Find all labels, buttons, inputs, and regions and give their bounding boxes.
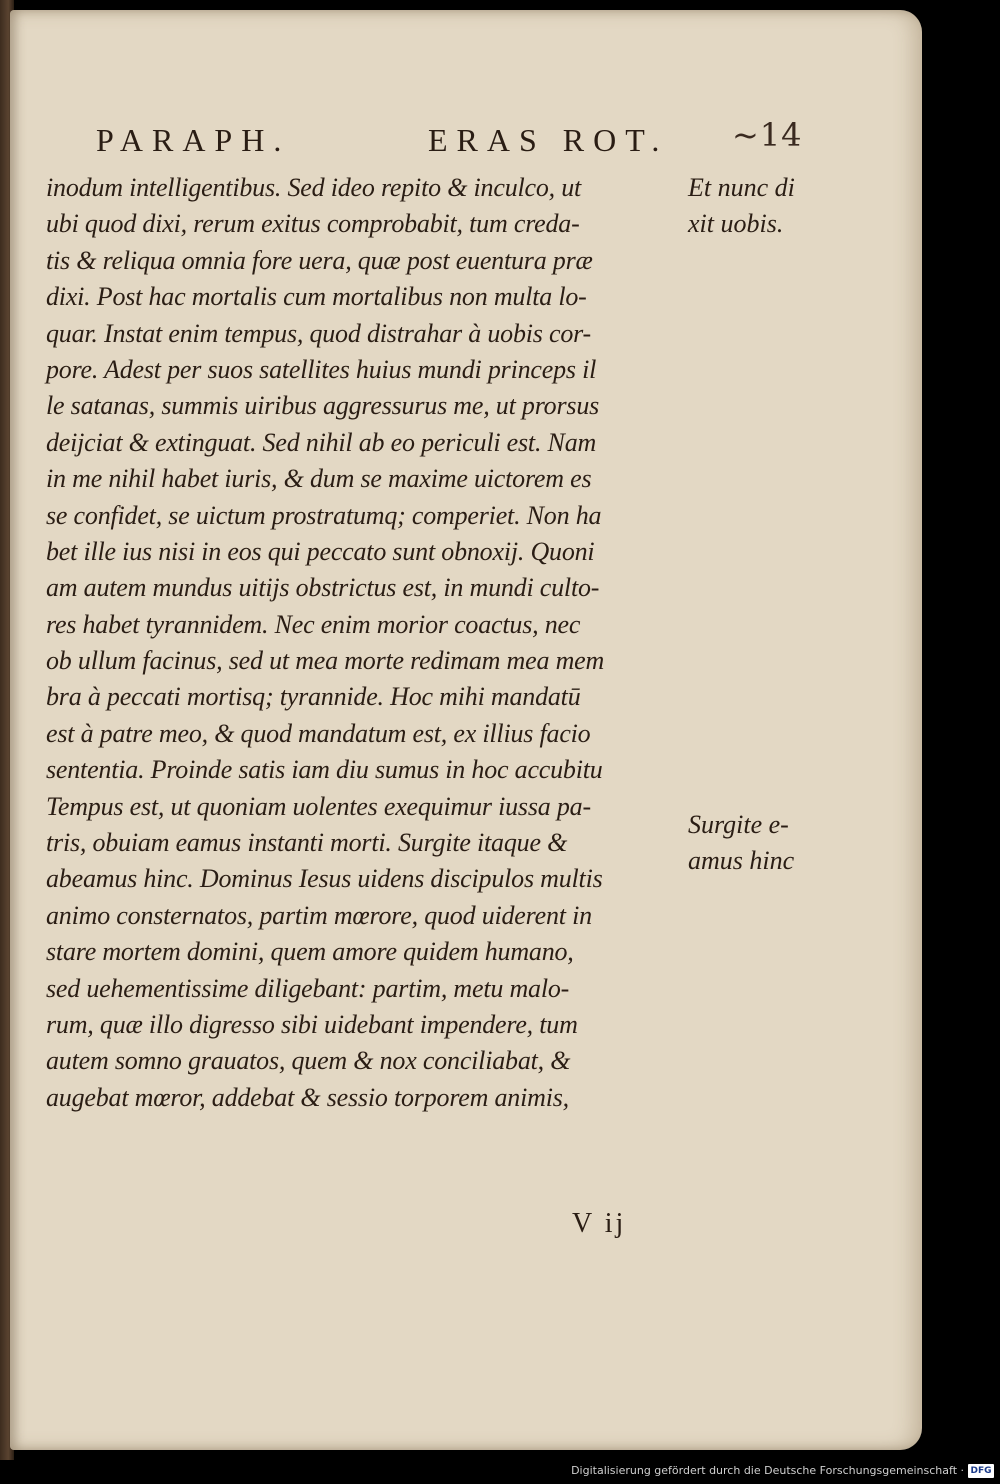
text-line: abeamus hinc. Dominus Iesus uidens discipulos multis xyxy=(46,864,603,894)
marginal-note-1 xyxy=(688,170,828,243)
text-line: inodum intelligentibus. Sed ideo repito & inculco, ut xyxy=(46,173,582,202)
text-line: Tempus est, ut quoniam uolentes exequimur iussa pa- xyxy=(46,791,591,821)
dfg-logo-icon: DFG xyxy=(968,1464,994,1478)
text-line: bra à peccati mortisq; tyrannide. Hoc mihi mandatū xyxy=(46,682,581,712)
footer-credit: Digitalisierung gefördert durch die Deutsche Forschungsgemeinschaft · xyxy=(571,1464,964,1477)
text-line: autem somno grauatos, quem & nox conciliabat, & xyxy=(46,1046,571,1076)
running-head xyxy=(96,116,816,162)
signature-mark: V ij xyxy=(572,1208,627,1239)
text-line: pore. Adest per suos satellites huius mundi princeps il xyxy=(46,354,597,384)
footer-bar xyxy=(0,1460,1000,1484)
text-line: deijciat & extinguat. Sed nihil ab eo periculi est. Nam xyxy=(46,427,597,457)
text-line: tis & reliqua omnia fore uera, quæ post euentura præ xyxy=(46,245,593,275)
text-line: se confidet, se uictum prostratumq; comperiet. Non ha xyxy=(46,500,602,530)
handwritten-folio-number: ~14 xyxy=(732,116,803,154)
text-line: ubi quod dixi, rerum exitus comprobabit, tum creda- xyxy=(46,209,580,239)
text-line: sed uehementissime diligebant: partim, metu malo- xyxy=(46,973,570,1003)
running-head-left: PARAPH. xyxy=(96,122,291,158)
running-head-right: ERAS ROT. xyxy=(428,122,669,158)
text-line: augebat mœror, addebat & sessio torporem animis, xyxy=(46,1082,569,1112)
text-line: rum, quæ illo digresso sibi uidebant impendere, tum xyxy=(46,1009,578,1039)
marginal-note-line: amus hinc xyxy=(688,846,795,876)
text-line: quar. Instat enim tempus, quod distrahar à uobis cor- xyxy=(46,318,591,348)
text-line: ob ullum facinus, sed ut mea morte redimam mea mem xyxy=(46,646,605,676)
text-line: stare mortem domini, quem amore quidem humano, xyxy=(46,937,574,967)
marginal-note-line: Et nunc di xyxy=(688,173,795,202)
main-text-block xyxy=(46,170,696,1116)
marginal-note-line: xit uobis. xyxy=(688,209,784,239)
text-line: in me nihil habet iuris, & dum se maxime uictorem es xyxy=(46,464,592,494)
text-line: bet ille ius nisi in eos qui peccato sunt obnoxij. Quoni xyxy=(46,536,595,566)
text-line: res habet tyrannidem. Nec enim morior coactus, nec xyxy=(46,609,581,639)
text-line: le satanas, summis uiribus aggressurus me, ut prorsus xyxy=(46,391,600,421)
marginal-note-line: Surgite e- xyxy=(688,810,789,839)
text-line: tris, obuiam eamus instanti morti. Surgite itaque & xyxy=(46,828,568,858)
text-line: am autem mundus uitijs obstrictus est, in mundi culto- xyxy=(46,573,600,603)
book-page xyxy=(10,10,922,1450)
text-line: est à patre meo, & quod mandatum est, ex illius facio xyxy=(46,718,591,748)
text-line: dixi. Post hac mortalis cum mortalibus non multa lo- xyxy=(46,282,587,312)
text-line: animo consternatos, partim mœrore, quod uiderent in xyxy=(46,900,592,930)
text-line: sententia. Proinde satis iam diu sumus in hoc accubitu xyxy=(46,755,603,785)
marginal-note-2 xyxy=(688,807,828,880)
